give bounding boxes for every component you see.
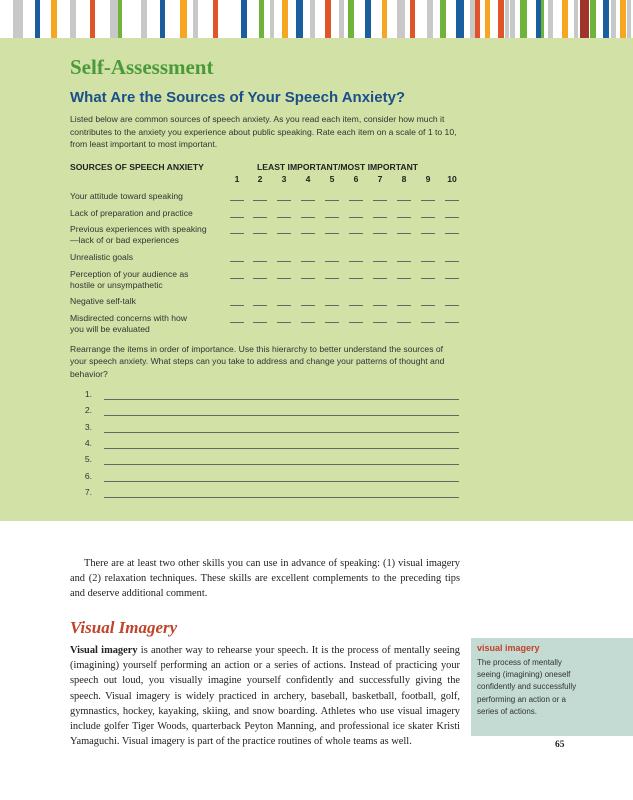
rating-blank[interactable]: [421, 217, 435, 218]
importance-column-header: LEAST IMPORTANT/MOST IMPORTANT: [257, 162, 419, 172]
rating-blank[interactable]: [421, 278, 435, 279]
stripe: [241, 0, 247, 38]
rating-blank[interactable]: [325, 200, 339, 201]
rating-blank[interactable]: [349, 200, 363, 201]
stripe: [620, 0, 626, 38]
stripe: [562, 0, 568, 38]
rating-blank[interactable]: [349, 305, 363, 306]
rating-blank[interactable]: [373, 233, 387, 234]
rating-blank[interactable]: [421, 305, 435, 306]
rating-blank[interactable]: [397, 200, 411, 201]
stripe: [548, 0, 553, 38]
rating-blank[interactable]: [253, 200, 267, 201]
stripe: [510, 0, 515, 38]
stripe: [485, 0, 490, 38]
stripe: [118, 0, 122, 38]
rating-blank[interactable]: [253, 261, 267, 262]
rating-blank[interactable]: [325, 305, 339, 306]
rating-blank[interactable]: [277, 278, 291, 279]
stripe: [536, 0, 541, 38]
answer-line[interactable]: [104, 464, 459, 465]
self-assessment-title: Self-Assessment: [70, 55, 214, 79]
stripe: [520, 0, 527, 38]
stripe: [180, 0, 187, 38]
rating-blank[interactable]: [253, 322, 267, 323]
rating-blank[interactable]: [301, 200, 315, 201]
rating-blank[interactable]: [445, 278, 459, 279]
stripe: [365, 0, 371, 38]
scale-number: 7: [377, 174, 383, 184]
rating-blank[interactable]: [325, 261, 339, 262]
scale-number: 4: [305, 174, 311, 184]
sources-column-header: SOURCES OF SPEECH ANXIETY: [70, 162, 204, 172]
rearrange-instructions: Rearrange the items in order of importance. Use this hierarchy to better understand the sources of your speech anxiety. What steps can you take to address and change your patterns of thought and behavior?: [70, 344, 445, 379]
rating-blank[interactable]: [277, 322, 291, 323]
stripe: [498, 0, 504, 38]
self-assessment-intro: Listed below are common sources of speech anxiety. As you read each item, consider how much it contributes to the anxiety you experience about public speaking. Rate each item on a scale of 1 to 10, from least important to most important.: [70, 114, 457, 149]
answer-line[interactable]: [104, 448, 459, 449]
rating-blank[interactable]: [277, 305, 291, 306]
stripe: [141, 0, 147, 38]
stripe: [382, 0, 387, 38]
visual-imagery-heading: Visual Imagery: [70, 618, 178, 637]
rating-blank[interactable]: [349, 261, 363, 262]
stripe: [440, 0, 446, 38]
stripe: [603, 0, 609, 38]
answer-line[interactable]: [104, 481, 459, 482]
rating-blank[interactable]: [421, 233, 435, 234]
stripe: [475, 0, 480, 38]
stripe: [296, 0, 303, 38]
stripe: [270, 0, 274, 38]
rating-blank[interactable]: [301, 233, 315, 234]
stripe: [110, 0, 118, 38]
rating-blank[interactable]: [253, 278, 267, 279]
stripe: [35, 0, 40, 38]
intro-paragraph: There are at least two other skills you can use in advance of speaking: (1) visual imagery and (2) relaxation techniques. These skills are excellent complements to the preceding tips and deserve additional comment.: [70, 558, 460, 600]
rating-blank[interactable]: [301, 322, 315, 323]
rating-blank[interactable]: [445, 305, 459, 306]
page-number: 65: [555, 740, 565, 750]
rating-blank[interactable]: [421, 322, 435, 323]
visual-imagery-text: is another way to rehearse your speech. It is the process of mentally seeing (imagining) yourself performing an action or a series of actions. Instead of practicing your speech out loud, you visually imagine yourself confidently and successfully giving the speech. Visual imagery is widely practiced in archery, baseball, basketball, football, golf, gymnastics, hockey, kayaking, skiing, and snow boarding. Athletes who use visual imagery include golfer Tiger Woods, quarterback Peyton Manning, and professional ice skater Kristi Yamaguchi. Visual imagery is part of the practice routines of whole teams as well.: [70, 645, 460, 748]
stripe: [505, 0, 509, 38]
stripe: [282, 0, 288, 38]
rating-blank[interactable]: [325, 322, 339, 323]
rating-blank[interactable]: [373, 305, 387, 306]
stripe: [259, 0, 264, 38]
rating-blank[interactable]: [349, 278, 363, 279]
rating-blank[interactable]: [373, 261, 387, 262]
rating-blank[interactable]: [253, 305, 267, 306]
answer-number: 4.: [84, 437, 92, 448]
rating-blank[interactable]: [397, 305, 411, 306]
answer-number: 2.: [84, 405, 92, 416]
rating-blank[interactable]: [230, 233, 244, 234]
rating-blank[interactable]: [349, 217, 363, 218]
rating-blank[interactable]: [277, 261, 291, 262]
rating-blank[interactable]: [373, 217, 387, 218]
rating-blank[interactable]: [301, 305, 315, 306]
rating-blank[interactable]: [445, 233, 459, 234]
rating-blank[interactable]: [301, 261, 315, 262]
rating-blank[interactable]: [397, 322, 411, 323]
glossary-term: visual imagery: [477, 643, 540, 653]
scale-number: 9: [425, 174, 431, 184]
rating-blank[interactable]: [373, 200, 387, 201]
rating-blank[interactable]: [325, 217, 339, 218]
answer-number: 6.: [84, 470, 92, 481]
scale-number: 5: [329, 174, 335, 184]
visual-imagery-paragraph: [70, 643, 460, 749]
rating-blank[interactable]: [277, 233, 291, 234]
rating-blank[interactable]: [253, 233, 267, 234]
stripe: [90, 0, 95, 38]
visual-imagery-term: Visual imagery: [70, 645, 138, 656]
rating-blank[interactable]: [349, 233, 363, 234]
anxiety-source-label: Previous experiences with speaking —lack of or bad experiences: [70, 224, 207, 245]
stripe: [427, 0, 433, 38]
rating-blank[interactable]: [445, 217, 459, 218]
stripe: [627, 0, 631, 38]
answer-number: 7.: [84, 486, 92, 497]
rating-blank[interactable]: [230, 322, 244, 323]
rating-blank[interactable]: [445, 200, 459, 201]
rating-blank[interactable]: [230, 278, 244, 279]
rating-blank[interactable]: [301, 217, 315, 218]
answer-line[interactable]: [104, 432, 459, 433]
anxiety-source-label: Lack of preparation and practice: [70, 208, 193, 218]
rating-blank[interactable]: [349, 322, 363, 323]
rating-blank[interactable]: [397, 278, 411, 279]
rating-blank[interactable]: [397, 261, 411, 262]
stripe: [611, 0, 616, 38]
stripe: [574, 0, 578, 38]
scale-number: 1: [234, 174, 240, 184]
rating-blank[interactable]: [230, 200, 244, 201]
stripe: [410, 0, 415, 38]
self-assessment-subtitle: What Are the Sources of Your Speech Anxiety?: [70, 89, 406, 106]
stripe: [13, 0, 23, 38]
anxiety-source-label: Negative self-talk: [70, 296, 136, 306]
answer-number: 3.: [84, 421, 92, 432]
anxiety-source-label: Unrealistic goals: [70, 252, 134, 262]
decorative-stripe-band: [0, 0, 633, 38]
rating-blank[interactable]: [421, 200, 435, 201]
stripe: [590, 0, 596, 38]
stripe: [310, 0, 315, 38]
rating-blank[interactable]: [253, 217, 267, 218]
rating-blank[interactable]: [230, 217, 244, 218]
stripe: [460, 0, 464, 38]
rating-blank[interactable]: [325, 233, 339, 234]
stripe: [541, 0, 544, 38]
stripe: [325, 0, 331, 38]
rating-blank[interactable]: [397, 233, 411, 234]
stripe: [580, 0, 589, 38]
anxiety-source-label: Your attitude toward speaking: [70, 191, 183, 201]
answer-line[interactable]: [104, 415, 459, 416]
glossary-definition: The process of mentally seeing (imagining) oneself confidently and successfully performing an action or a series of actions.: [477, 658, 577, 716]
stripe: [160, 0, 165, 38]
stripe: [193, 0, 198, 38]
anxiety-source-label: Misdirected concerns with how you will be evaluated: [70, 313, 188, 334]
rating-blank[interactable]: [397, 217, 411, 218]
rating-blank[interactable]: [325, 278, 339, 279]
answer-line[interactable]: [104, 497, 459, 498]
rating-blank[interactable]: [301, 278, 315, 279]
answer-number: 5.: [84, 454, 92, 465]
rating-blank[interactable]: [230, 305, 244, 306]
answer-number: 1.: [84, 389, 92, 399]
scale-number: 6: [353, 174, 359, 184]
rating-blank[interactable]: [373, 322, 387, 323]
stripe: [70, 0, 76, 38]
rating-blank[interactable]: [445, 322, 459, 323]
stripe: [213, 0, 218, 38]
scale-number: 8: [401, 174, 407, 184]
stripe: [397, 0, 405, 38]
stripe: [51, 0, 57, 38]
rating-blank[interactable]: [445, 261, 459, 262]
scale-number: 2: [257, 174, 263, 184]
stripe: [348, 0, 354, 38]
rating-blank[interactable]: [230, 261, 244, 262]
anxiety-source-label: Perception of your audience as hostile or unsympathetic: [70, 269, 189, 290]
answer-line[interactable]: [104, 399, 459, 400]
rating-blank[interactable]: [421, 261, 435, 262]
stripe: [339, 0, 344, 38]
rating-blank[interactable]: [277, 217, 291, 218]
stripe: [470, 0, 475, 38]
scale-number: 10: [447, 174, 457, 184]
rating-blank[interactable]: [277, 200, 291, 201]
scale-number: 3: [281, 174, 287, 184]
rating-blank[interactable]: [373, 278, 387, 279]
